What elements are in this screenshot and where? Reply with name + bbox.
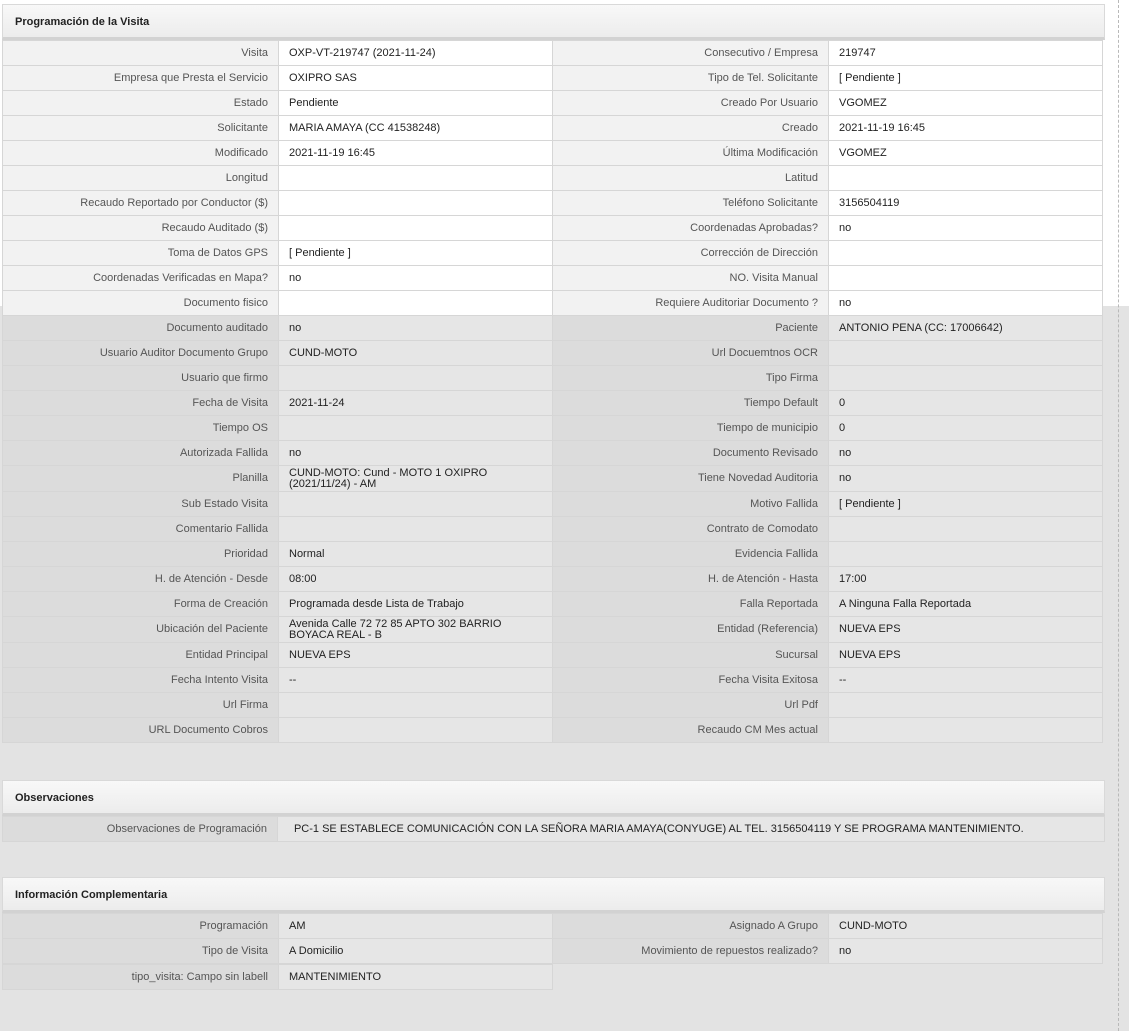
field-label: NO. Visita Manual (553, 266, 829, 291)
field-value (279, 216, 553, 241)
field-label: Movimiento de repuestos realizado? (553, 939, 829, 964)
observaciones-label: Observaciones de Programación (3, 817, 278, 842)
complementaria-panel (2, 877, 1105, 990)
field-label: Programación (3, 914, 279, 939)
field-value: VGOMEZ (829, 141, 1103, 166)
table-row (3, 241, 1103, 266)
field-value: A Ninguna Falla Reportada (829, 592, 1103, 617)
table-row (3, 191, 1103, 216)
field-label: Ubicación del Paciente (3, 617, 279, 643)
field-value: OXP-VT-219747 (2021-11-24) (279, 41, 553, 66)
field-label: Usuario Auditor Documento Grupo (3, 341, 279, 366)
field-value: 08:00 (279, 567, 553, 592)
table-row (3, 366, 1103, 391)
observaciones-panel (2, 780, 1105, 842)
field-value: CUND-MOTO: Cund - MOTO 1 OXIPRO (2021/11/24) - AM (279, 466, 553, 492)
field-value: NUEVA EPS (279, 643, 553, 668)
field-value (279, 492, 553, 517)
table-row (3, 116, 1103, 141)
field-value (279, 517, 553, 542)
field-label: Documento fisico (3, 291, 279, 316)
field-value: [ Pendiente ] (829, 492, 1103, 517)
field-label: Recaudo Reportado por Conductor ($) (3, 191, 279, 216)
field-label: Tipo de Tel. Solicitante (553, 66, 829, 91)
field-value: NUEVA EPS (829, 617, 1103, 643)
table-row (3, 817, 1105, 842)
dashed-divider (1118, 0, 1119, 1031)
field-value: Programada desde Lista de Trabajo (279, 592, 553, 617)
field-label: Modificado (3, 141, 279, 166)
field-label: Autorizada Fallida (3, 441, 279, 466)
field-value: no (829, 466, 1103, 492)
field-label: URL Documento Cobros (3, 718, 279, 743)
field-label: Motivo Fallida (553, 492, 829, 517)
field-label: Forma de Creación (3, 592, 279, 617)
field-label: Url Docuemtnos OCR (553, 341, 829, 366)
table-row (3, 41, 1103, 66)
table-row (3, 341, 1103, 366)
observaciones-title: Observaciones (2, 780, 1105, 816)
field-value (829, 166, 1103, 191)
field-label: Url Pdf (553, 693, 829, 718)
field-label: Sucursal (553, 643, 829, 668)
field-label: Corrección de Dirección (553, 241, 829, 266)
programacion-panel (2, 4, 1105, 743)
field-value (829, 266, 1103, 291)
field-label: H. de Atención - Hasta (553, 567, 829, 592)
field-label: Visita (3, 41, 279, 66)
field-value: no (829, 939, 1103, 964)
field-value: 2021-11-19 16:45 (829, 116, 1103, 141)
field-value: 219747 (829, 41, 1103, 66)
table-row (3, 592, 1103, 617)
table-row (3, 166, 1103, 191)
observaciones-table (2, 816, 1105, 842)
field-value (279, 366, 553, 391)
field-label: Tiempo Default (553, 391, 829, 416)
field-label: Documento Revisado (553, 441, 829, 466)
field-value: -- (279, 668, 553, 693)
field-label: Evidencia Fallida (553, 542, 829, 567)
field-value: -- (829, 668, 1103, 693)
field-label: Fecha de Visita (3, 391, 279, 416)
field-label: Última Modificación (553, 141, 829, 166)
field-label: Teléfono Solicitante (553, 191, 829, 216)
field-value: 3156504119 (829, 191, 1103, 216)
field-label: Tiene Novedad Auditoria (553, 466, 829, 492)
table-row (3, 316, 1103, 341)
field-value (829, 693, 1103, 718)
field-value: 0 (829, 416, 1103, 441)
field-value: MARIA AMAYA (CC 41538248) (279, 116, 553, 141)
field-value: no (829, 441, 1103, 466)
field-value: A Domicilio (279, 939, 553, 964)
field-value: VGOMEZ (829, 91, 1103, 116)
field-value: [ Pendiente ] (279, 241, 553, 266)
field-value: 17:00 (829, 567, 1103, 592)
field-label: Empresa que Presta el Servicio (3, 66, 279, 91)
field-value: NUEVA EPS (829, 643, 1103, 668)
table-row (3, 668, 1103, 693)
field-label: Sub Estado Visita (3, 492, 279, 517)
table-row (3, 939, 1103, 964)
field-label: Creado (553, 116, 829, 141)
field-label: Documento auditado (3, 316, 279, 341)
field-value (279, 191, 553, 216)
field-label: Recaudo Auditado ($) (3, 216, 279, 241)
field-label: Usuario que firmo (3, 366, 279, 391)
field-value (279, 693, 553, 718)
field-value: no (279, 266, 553, 291)
field-label: Paciente (553, 316, 829, 341)
field-value (829, 341, 1103, 366)
table-row (3, 567, 1103, 592)
table-row (3, 693, 1103, 718)
field-label: Coordenadas Verificadas en Mapa? (3, 266, 279, 291)
observaciones-value: PC-1 SE ESTABLECE COMUNICACIÓN CON LA SEÑORA MARIA AMAYA(CONYUGE) AL TEL. 3156504119 Y SE PROGRAMA MANTENIMIENTO. (277, 817, 1104, 842)
field-value (279, 416, 553, 441)
field-value: 0 (829, 391, 1103, 416)
field-value: MANTENIMIENTO (279, 965, 553, 990)
field-label: Tiempo de municipio (553, 416, 829, 441)
programacion-table (2, 40, 1103, 743)
field-label: Url Firma (3, 693, 279, 718)
field-label: Falla Reportada (553, 592, 829, 617)
field-label: tipo_visita: Campo sin labell (3, 965, 279, 990)
table-row (3, 617, 1103, 643)
field-label: Prioridad (3, 542, 279, 567)
field-label: Solicitante (3, 116, 279, 141)
table-row (3, 216, 1103, 241)
field-value: ANTONIO PENA (CC: 17006642) (829, 316, 1103, 341)
field-label: Entidad Principal (3, 643, 279, 668)
field-value: no (829, 216, 1103, 241)
field-label: H. de Atención - Desde (3, 567, 279, 592)
table-row (3, 914, 1103, 939)
field-label: Asignado A Grupo (553, 914, 829, 939)
field-label: Planilla (3, 466, 279, 492)
complementaria-title: Información Complementaria (2, 877, 1105, 913)
field-value (829, 517, 1103, 542)
field-value: 2021-11-24 (279, 391, 553, 416)
field-label: Longitud (3, 166, 279, 191)
field-label: Latitud (553, 166, 829, 191)
table-row (3, 643, 1103, 668)
field-label: Fecha Visita Exitosa (553, 668, 829, 693)
field-label: Tiempo OS (3, 416, 279, 441)
field-value: CUND-MOTO (279, 341, 553, 366)
field-label: Recaudo CM Mes actual (553, 718, 829, 743)
field-label: Tipo de Visita (3, 939, 279, 964)
field-label: Toma de Datos GPS (3, 241, 279, 266)
field-value: CUND-MOTO (829, 914, 1103, 939)
complementaria-extra-table (2, 964, 553, 990)
field-value (279, 718, 553, 743)
table-row (3, 492, 1103, 517)
field-label: Tipo Firma (553, 366, 829, 391)
field-value: [ Pendiente ] (829, 66, 1103, 91)
field-value: Avenida Calle 72 72 85 APTO 302 BARRIO BOYACA REAL - B (279, 617, 553, 643)
field-label: Consecutivo / Empresa (553, 41, 829, 66)
field-value (279, 166, 553, 191)
table-row (3, 291, 1103, 316)
field-value: Pendiente (279, 91, 553, 116)
table-row (3, 466, 1103, 492)
field-value: no (829, 291, 1103, 316)
field-label: Estado (3, 91, 279, 116)
field-value (829, 366, 1103, 391)
field-value: no (279, 441, 553, 466)
field-label: Comentario Fallida (3, 517, 279, 542)
table-row (3, 517, 1103, 542)
table-row (3, 441, 1103, 466)
field-label: Entidad (Referencia) (553, 617, 829, 643)
table-row (3, 266, 1103, 291)
field-label: Coordenadas Aprobadas? (553, 216, 829, 241)
table-row (3, 718, 1103, 743)
table-row (3, 542, 1103, 567)
table-row (3, 391, 1103, 416)
table-row (3, 66, 1103, 91)
complementaria-table (2, 913, 1103, 964)
field-value: Normal (279, 542, 553, 567)
field-value (829, 241, 1103, 266)
field-value: AM (279, 914, 553, 939)
field-label: Fecha Intento Visita (3, 668, 279, 693)
table-row (3, 141, 1103, 166)
field-label: Creado Por Usuario (553, 91, 829, 116)
field-value (279, 291, 553, 316)
field-label: Contrato de Comodato (553, 517, 829, 542)
field-value: 2021-11-19 16:45 (279, 141, 553, 166)
table-row (3, 91, 1103, 116)
table-row (3, 416, 1103, 441)
field-value: no (279, 316, 553, 341)
field-value (829, 542, 1103, 567)
programacion-title: Programación de la Visita (2, 4, 1105, 40)
field-value (829, 718, 1103, 743)
field-label: Requiere Auditoriar Documento ? (553, 291, 829, 316)
table-row (3, 965, 553, 990)
field-value: OXIPRO SAS (279, 66, 553, 91)
